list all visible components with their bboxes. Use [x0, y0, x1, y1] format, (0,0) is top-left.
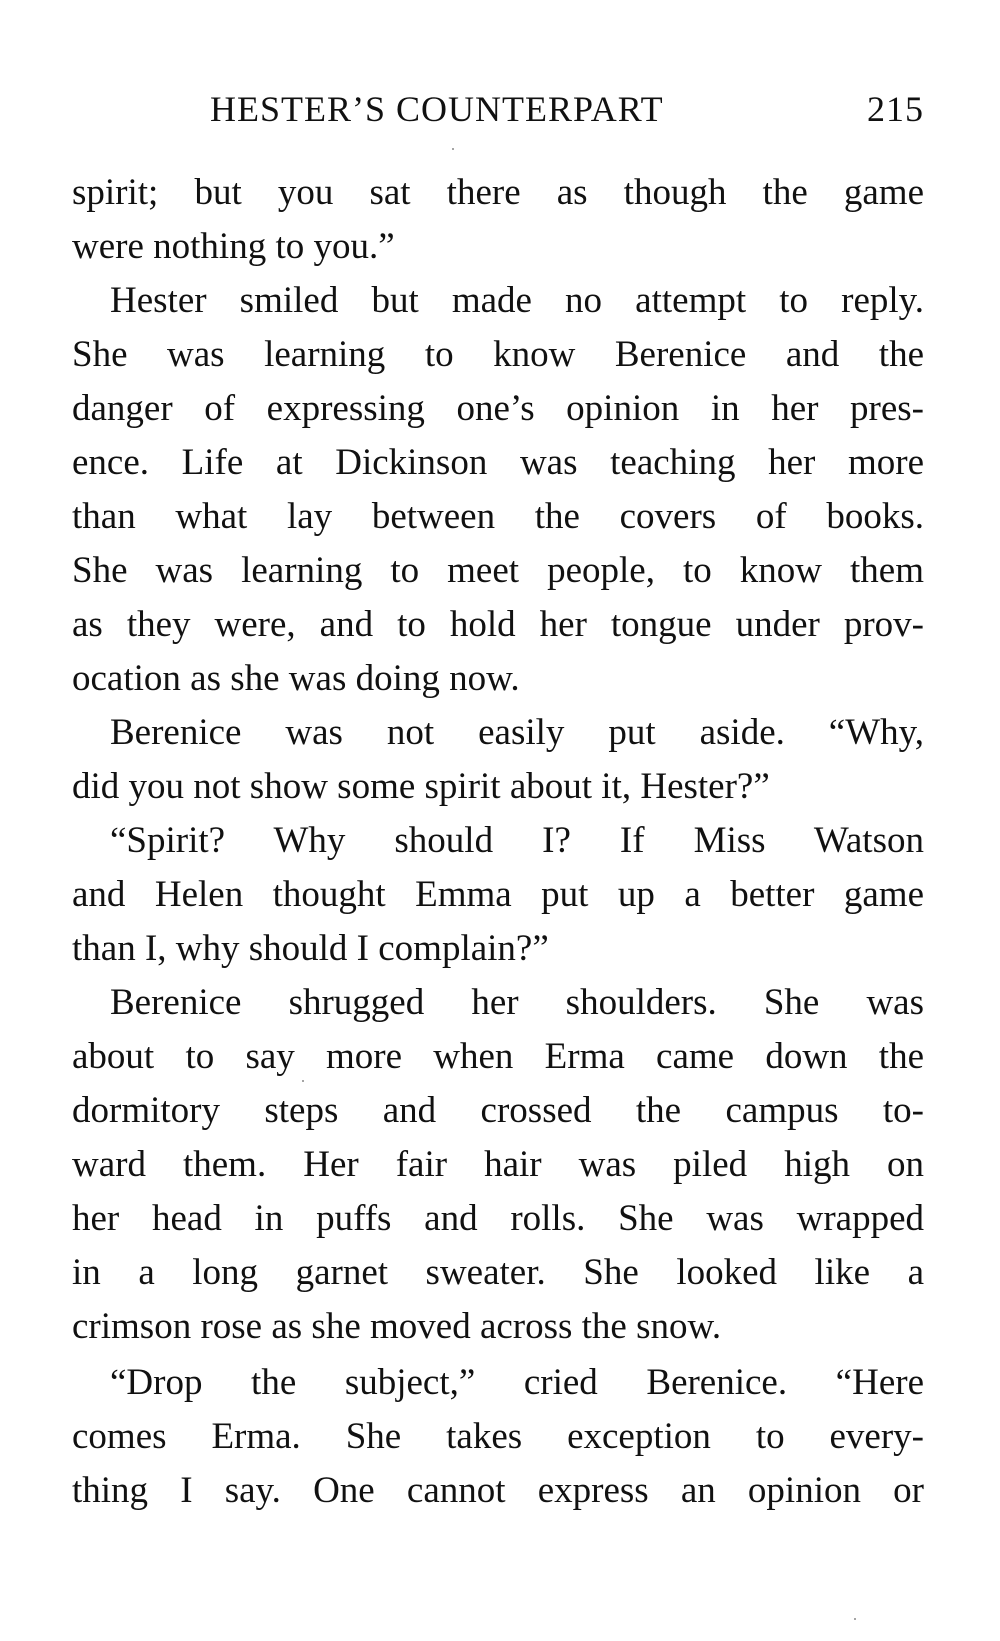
- text-line: than what lay between the covers of books.: [72, 496, 924, 537]
- paper-speck: [452, 148, 454, 150]
- text-line: thing I say. One cannot express an opinion or: [72, 1470, 924, 1511]
- text-line: about to say more when Erma came down the: [72, 1036, 924, 1077]
- text-line: were nothing to you.”: [72, 226, 395, 267]
- page-number: 215: [867, 89, 924, 129]
- text-line: comes Erma. She takes exception to every-: [72, 1416, 924, 1457]
- text-line: than I, why should I complain?”: [72, 928, 549, 969]
- text-line: She was learning to meet people, to know them: [72, 550, 924, 591]
- text-line: crimson rose as she moved across the snow.: [72, 1306, 722, 1347]
- text-line: spirit; but you sat there as though the game: [72, 172, 924, 213]
- text-line: danger of expressing one’s opinion in her pres-: [72, 388, 924, 429]
- paragraph-first-line: Hester smiled but made no attempt to reply.: [110, 280, 924, 321]
- text-line: in a long garnet sweater. She looked like a: [72, 1252, 924, 1293]
- text-line: as they were, and to hold her tongue under prov-: [72, 604, 924, 645]
- text-line: She was learning to know Berenice and the: [72, 334, 924, 375]
- paragraph-first-line: Berenice was not easily put aside. “Why,: [110, 712, 924, 753]
- text-line: dormitory steps and crossed the campus to-: [72, 1090, 924, 1131]
- text-line: ward them. Her fair hair was piled high on: [72, 1144, 924, 1185]
- paragraph-first-line: “Drop the subject,” cried Berenice. “Here: [110, 1362, 924, 1403]
- text-line: ence. Life at Dickinson was teaching her more: [72, 442, 924, 483]
- paragraph-first-line: “Spirit? Why should I? If Miss Watson: [110, 820, 924, 861]
- paper-speck: [854, 1618, 856, 1620]
- text-line: ocation as she was doing now.: [72, 658, 520, 699]
- paper-speck: [302, 1080, 304, 1082]
- body-text: [72, 166, 924, 1518]
- text-line: her head in puffs and rolls. She was wrapped: [72, 1198, 924, 1239]
- running-head: [72, 84, 924, 134]
- text-line: and Helen thought Emma put up a better game: [72, 874, 924, 915]
- running-title: HESTER’S COUNTERPART: [210, 89, 664, 129]
- paragraph-first-line: Berenice shrugged her shoulders. She was: [110, 982, 924, 1023]
- text-line: did you not show some spirit about it, Hester?”: [72, 766, 770, 807]
